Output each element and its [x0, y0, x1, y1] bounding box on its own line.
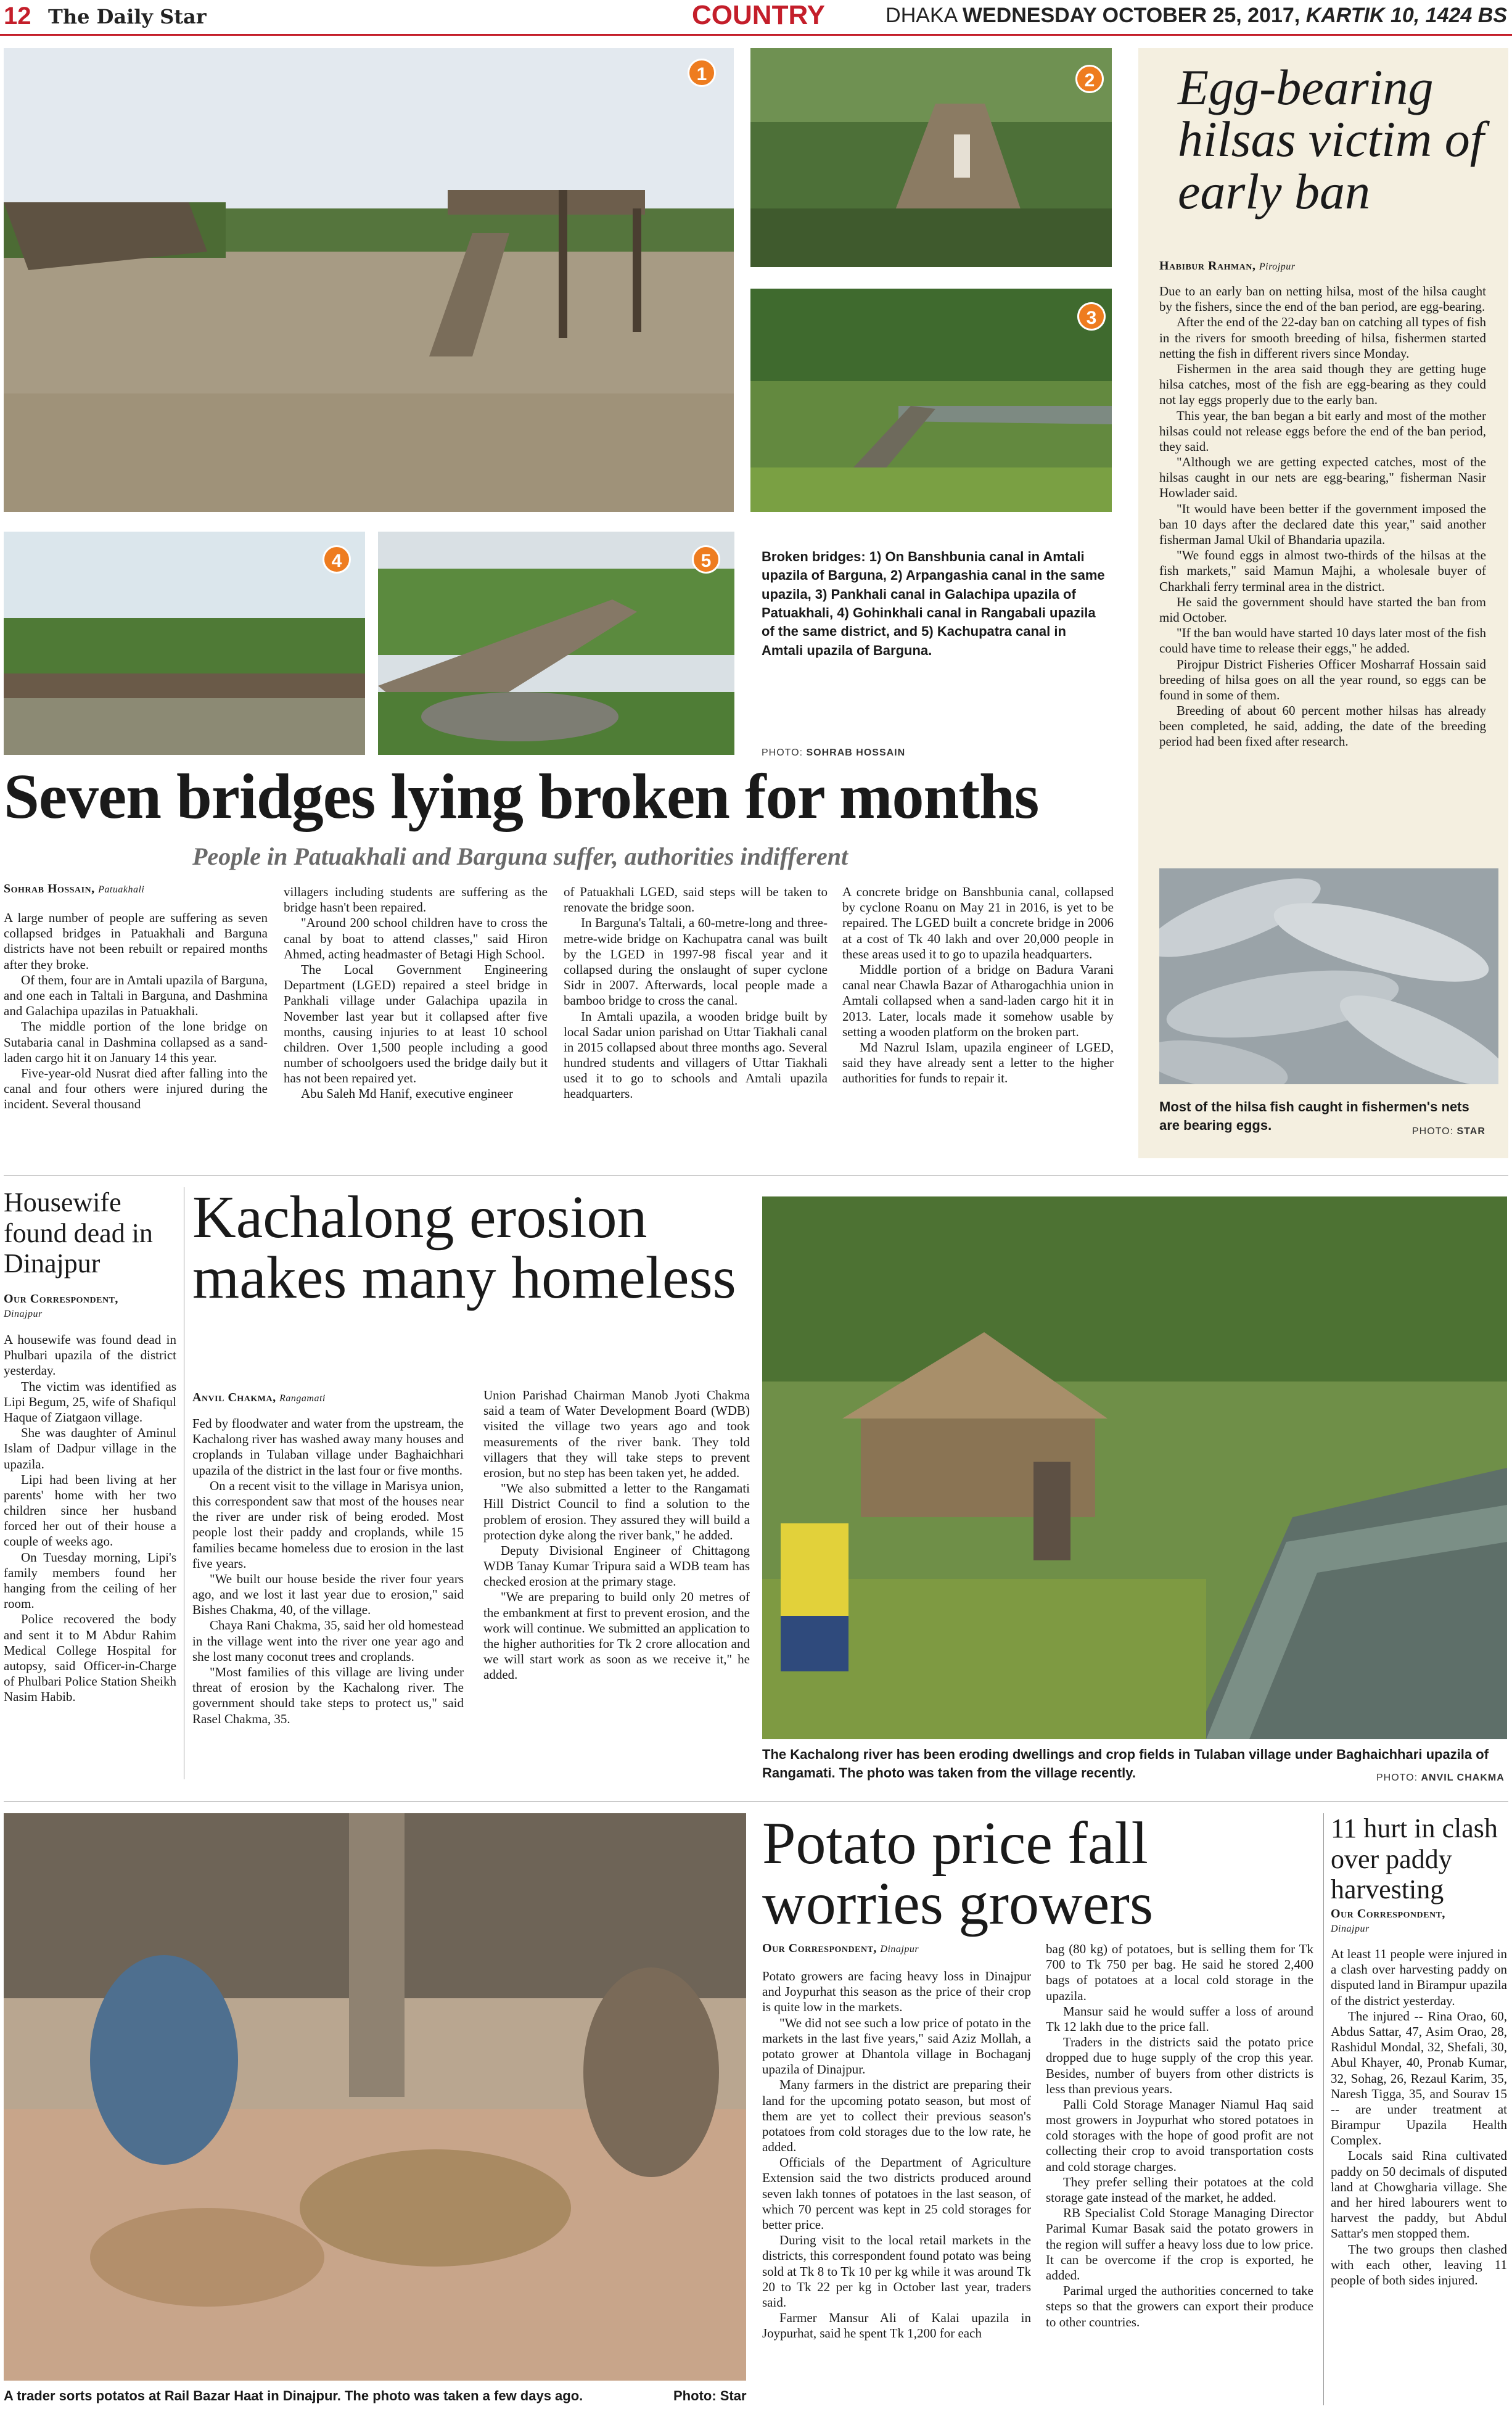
potato-column-2: [1046, 1942, 1313, 2330]
paragraph: A housewife was found dead in Phulbari upazila of the district yesterday.: [4, 1332, 176, 1378]
paragraph: Of them, four are in Amtali upazila of Barguna, and one each in Taltali in Barguna, and Dashmina and Galachipa upazilas in Patuakhali.: [4, 972, 268, 1019]
bridges-column-4: [842, 884, 1114, 1086]
byline-place: Patuakhali: [98, 884, 145, 895]
paragraph: villagers including students are suffering as the bridge hasn't been repaired.: [284, 884, 548, 915]
paragraph: RB Specialist Cold Storage Managing Director Parimal Kumar Basak said the potato growers in the region will suffer a heavy loss due to low price. It can be overcome if the crop is exported, he added.: [1046, 2205, 1313, 2283]
paragraph: After the end of the 22-day ban on catching all types of fish in the rivers for smooth breeding of hilsa, fishermen started netting the fish in different rivers since Monday.: [1159, 315, 1486, 361]
paragraph: Officials of the Department of Agriculture Extension said the two districts produced around seven lakh tonnes of potatoes in the last season, of which 70 percent was kept in 25 cold storages for better price.: [762, 2155, 1031, 2232]
paragraph: "We did not see such a low price of potato in the markets in the last five years," said Aziz Mollah, a potato grower at Dhantola village in Bochaganj upazila of Dinajpur.: [762, 2015, 1031, 2077]
bridge-photo-1: [4, 48, 734, 512]
paragraph: "Most families of this village are living under threat of erosion by the Kachalong river. The government should take steps to protect us," said Rasel Chakma, 35.: [192, 1665, 464, 1726]
hilsa-fish-photo: [1159, 868, 1498, 1084]
paragraph: Farmer Mansur Ali of Kalai upazila in Joypurhat, said he spent Tk 1,200 for each: [762, 2310, 1031, 2341]
hilsa-headline: Egg-bearing hilsas victim of early ban: [1178, 59, 1484, 220]
bridges-photo-credit: [762, 747, 905, 759]
paragraph: The middle portion of the lone bridge on Sutabaria canal in Dashmina collapsed as a sand-laden cargo hit it on January 14 this year.: [4, 1019, 268, 1065]
clash-byline: [1331, 1907, 1510, 1935]
paper-name-logo: The Daily Star: [48, 5, 207, 28]
byline-name: Anvil Chakma,: [192, 1391, 280, 1404]
clash-body: [1331, 1946, 1507, 2288]
paragraph: "We built our house beside the river four years ago, and we lost it last year due to erosion," said Bishes Chakma, 40, of the village.: [192, 1571, 464, 1618]
bridge-photo-3: [750, 289, 1112, 512]
byline-name: Our Correspondent,: [4, 1292, 118, 1306]
potato-headline: Potato price fall worries growers: [762, 1810, 1154, 1937]
paragraph: "Although we are getting expected catches, most of the hilsas caught in our nets are egg-bearing," fisherman Nasir Howlader said.: [1159, 455, 1486, 501]
byline-name: Habibur Rahman,: [1159, 259, 1259, 273]
paragraph: Locals said Rina cultivated paddy on 50 decimals of disputed land at Chowgharia village. She and her hired labourers went to harvest the paddy, but Abdul Sattar's men stopped them.: [1331, 2148, 1507, 2241]
dateline: [885, 4, 1507, 28]
byline-place: Rangamati: [279, 1393, 326, 1404]
paragraph: A large number of people are suffering as seven collapsed bridges in Patuakhali and Barguna districts have not been rebuilt or repaired months after they broke.: [4, 910, 268, 972]
bridges-byline: [4, 882, 144, 896]
credit-name: SOHRAB HOSSAIN: [806, 747, 906, 758]
byline-place: Dinajpur: [4, 1309, 43, 1319]
paragraph: On Tuesday morning, Lipi's family members found her hanging from the ceiling of her room.: [4, 1549, 176, 1612]
paragraph: Fed by floodwater and water from the upstream, the Kachalong river has washed away many houses and croplands in Tulaban village under Baghaichhari upazila of the district in the last four or five months.: [192, 1416, 464, 1478]
bridges-column-2: [284, 884, 548, 1102]
column-divider: [1323, 1813, 1324, 2405]
clash-headline: 11 hurt in clash over paddy harvesting: [1331, 1813, 1498, 1905]
kachalong-byline: [192, 1391, 326, 1405]
paragraph: During visit to the local retail markets in the districts, this correspondent found potato was being sold at Tk 8 to Tk 10 per kg while it was around Tk 20 to Tk 22 per kg in October last year, traders said.: [762, 2233, 1031, 2310]
hilsa-photo-caption: Most of the hilsa fish caught in fishermen's nets are bearing eggs.: [1159, 1099, 1469, 1134]
byline-name: Our Correspondent,: [762, 1942, 881, 1955]
hilsa-byline: [1159, 259, 1295, 273]
paragraph: They prefer selling their potatoes at the cold storage gate instead of the market, he added.: [1046, 2174, 1313, 2205]
credit-label: PHOTO:: [762, 747, 807, 758]
paragraph: Abu Saleh Md Hanif, executive engineer: [301, 1086, 514, 1102]
paragraph: At least 11 people were injured in a clash over harvesting paddy on disputed land in Birampur upazila of the district yesterday.: [1331, 1946, 1507, 2008]
paragraph: On a recent visit to the village in Marisya union, this correspondent saw that most of the houses near the river are under risk of being eroded. Most people lost their paddy and croplands, while 15 families became homeless due to erosion in the last five years.: [192, 1478, 464, 1571]
paragraph: In Amtali upazila, a wooden bridge built by local Sadar union parishad on Uttar Tiakhali canal in 2015 collapsed about three months ago. Several hundred students and villagers of Uttar Tiakhali used it to go to schools and Amtali upazila headquarters.: [564, 1008, 828, 1102]
paragraph: She was daughter of Aminul Islam of Dadpur village in the upazila.: [4, 1425, 176, 1472]
bridge-photo-2: [750, 48, 1112, 267]
paragraph: The victim was identified as Lipi Begum, 25, wife of Shafiqul Haque of Ziatgaon village.: [4, 1378, 176, 1425]
kachalong-column-1: [192, 1416, 464, 1727]
bridges-column-1: [4, 910, 268, 1112]
credit-name: ANVIL CHAKMA: [1421, 1773, 1505, 1783]
photo-number-badge-5: 5: [692, 545, 720, 574]
section-divider: [4, 1801, 1508, 1802]
paragraph: "We are preparing to build only 20 metres of the embankment at first to prevent erosion, and the work will continue. We submitted an application to the higher authorities for Tk 2 crore allocation and we will start work as soon as we receive it," he added.: [483, 1589, 750, 1682]
paragraph: Mansur said he would suffer a loss of around Tk 12 lakh due to the price fall.: [1046, 2003, 1313, 2034]
paragraph: Pirojpur District Fisheries Officer Mosharraf Hossain said breeding of hilsa goes on all the year round, so eggs can be found in some of them.: [1159, 656, 1486, 702]
kachalong-photo-credit: [1376, 1773, 1505, 1784]
bridge-photo-5: [378, 532, 734, 755]
credit-label: PHOTO:: [1376, 1773, 1421, 1783]
paragraph: bag (80 kg) of potatoes, but is selling them for Tk 700 to Tk 750 per bag. He said he stored 2,400 bags of potatoes at a local cold storage in the upazila.: [1046, 1942, 1313, 2003]
paragraph: Lipi had been living at her parents' home with her two children since her husband forced her out of their house a couple of weeks ago.: [4, 1472, 176, 1549]
paragraph: The Local Government Engineering Department (LGED) repaired a steel bridge in Pankhali village under Galachipa upazila in November last year but it collapsed after five months, causing injuries to at least 10 school children. Over 1,500 people including a good number of schoolgoers used the bridge daily but it has not been repaired yet.: [284, 962, 548, 1086]
photo-number-badge-2: 2: [1075, 65, 1104, 93]
bridges-headline: Seven bridges lying broken for months: [4, 761, 1039, 832]
paragraph: Five-year-old Nusrat died after falling into the canal and four others were injured during the incident. Several thousand: [4, 1065, 268, 1112]
potato-photo-caption: A trader sorts potatos at Rail Bazar Haat in Dinajpur. The photo was taken a few days ago.: [4, 2388, 583, 2403]
byline-place: Pirojpur: [1259, 261, 1296, 272]
paragraph: "If the ban would have started 10 days later most of the fish could have time to release their eggs," he added.: [1159, 625, 1486, 656]
paragraph: Fishermen in the area said though they are getting huge hilsa catches, most of the fish are egg-bearing as they could not lay eggs properly due to the early ban.: [1159, 361, 1486, 408]
paragraph: "We also submitted a letter to the Rangamati Hill District Council to find a solution to the problem of erosion. They assured they will build a protection dyke along the river bank," he added.: [483, 1481, 750, 1542]
kachalong-headline: Kachalong erosion makes many homeless: [192, 1184, 736, 1311]
dateline-date: WEDNESDAY OCTOBER 25, 2017,: [962, 4, 1306, 27]
section-name: COUNTRY: [692, 0, 825, 30]
paragraph: Police recovered the body and sent it to M Abdur Rahim Medical College Hospital for autopsy, said Officer-in-Charge of Phulbari Police Station Sheikh Nasim Habib.: [4, 1612, 176, 1705]
paragraph: Palli Cold Storage Manager Niamul Haq said most growers in Joypurhat who stored potatoes in cold storages with the hope of good profit are not collecting their crop to avoid transportation costs and cold storage charges.: [1046, 2096, 1313, 2174]
hilsa-photo-credit: [1412, 1126, 1485, 1137]
paragraph: Deputy Divisional Engineer of Chittagong WDB Tanay Kumar Tripura said a WDB team has checked erosion at the primary stage.: [483, 1542, 750, 1589]
byline-place: Dinajpur: [1331, 1924, 1370, 1934]
credit-name: STAR: [1457, 1126, 1485, 1137]
dateline-city: DHAKA: [885, 4, 963, 27]
byline-place: Dinajpur: [880, 1944, 919, 1954]
photo-number-badge-1: 1: [688, 59, 716, 87]
paragraph: Md Nazrul Islam, upazila engineer of LGED, said they have already sent a letter to the higher authorities for funds to repair it.: [842, 1039, 1114, 1086]
potato-photo-credit: Photo: Star: [673, 2388, 747, 2403]
photo-number-badge-4: 4: [323, 545, 351, 574]
paragraph: Union Parishad Chairman Manob Jyoti Chakma said a team of Water Development Board (WDB) visited the village two years ago and took measurements of the river bank. They told villagers that they will take steps to prevent erosion, but no step has been taken yet, he added.: [483, 1388, 750, 1480]
paragraph: "Around 200 school children have to cross the canal by boat to attend classes," said Hiron Ahmed, acting headmaster of Betagi High School.: [284, 915, 548, 962]
credit-label: PHOTO:: [1412, 1126, 1457, 1137]
bridges-kicker: People in Patuakhali and Barguna suffer, authorities indifferent: [192, 842, 848, 870]
kachalong-river-photo: [762, 1196, 1507, 1739]
byline-name: Sohrab Hossain,: [4, 882, 99, 896]
paragraph: "It would have been better if the government imposed the ban 10 days after the declared date this year," said another fisherman Jamal Ukil of Bhandaria upazila.: [1159, 501, 1486, 547]
dateline-bangla-date: KARTIK 10, 1424 BS: [1305, 4, 1507, 27]
housewife-body: [4, 1332, 176, 1705]
paragraph: Many farmers in the district are preparing their land for the upcoming potato season, but most of them are yet to collect their previous season's potatoes from cold storages due to the low rate, he added.: [762, 2077, 1031, 2155]
kachalong-photo-caption: The Kachalong river has been eroding dwellings and crop fields in Tulaban village under Baghaichhari upazila of Rangamati. The photo was taken from the village recently.: [762, 1747, 1489, 1781]
paragraph: In Barguna's Taltali, a 60-metre-long and three-metre-wide bridge on Kachupatra canal was built by the LGED in 1997-98 fiscal year and it collapsed during the onslaught of super cyclone Sidr in 2007. Afterwards, local people made a bamboo bridge to cross the canal.: [564, 915, 828, 1008]
paragraph: Potato growers are facing heavy loss in Dinajpur and Joypurhat this season as the price of their crop is quite low in the markets.: [762, 1969, 1031, 2015]
paragraph: Middle portion of a bridge on Badura Varani canal near Chawla Bazar of Atharogachhia union in Amtali collapsed when a sand-laden cargo hit it in 2013. Later, locals made it somehow usable by setting a wooden platform on the broken part.: [842, 962, 1114, 1039]
byline-name: Our Correspondent,: [1331, 1907, 1445, 1921]
paragraph: of Patuakhali LGED, said steps will be taken to renovate the bridge soon.: [564, 884, 828, 915]
bridge-photo-4: [4, 532, 365, 755]
paragraph: This year, the ban began a bit early and most of the mother hilsas could not release eggs before the end of the ban period, they said.: [1159, 408, 1486, 454]
potato-trader-photo: [4, 1813, 746, 2381]
kachalong-column-2: [483, 1388, 750, 1683]
page-number: 12: [4, 2, 31, 30]
hilsa-body: [1159, 284, 1486, 750]
potato-column-1: [762, 1969, 1031, 2342]
potato-byline: [762, 1942, 919, 1956]
paragraph: Traders in the districts said the potato price dropped due to huge supply of the crop this year. Besides, number of buyers from other districts is less than previous years.: [1046, 2035, 1313, 2096]
paragraph: A concrete bridge on Banshbunia canal, collapsed by cyclone Roanu on May 21 in 2016, is yet to be repaired. The LGED built a concrete bridge in 2006 at a cost of Tk 40 lakh and over 20,000 people in these areas used it to go to upazila headquarters.: [842, 884, 1114, 962]
photo-number-badge-3: 3: [1077, 302, 1106, 331]
paragraph: The two groups then clashed with each other, leaving 11 people of both sides injured.: [1331, 2241, 1507, 2288]
bridges-column-3: [564, 884, 828, 1102]
paragraph: He said the government should have started the ban from mid October.: [1159, 594, 1486, 625]
paragraph: Chaya Rani Chakma, 35, said her old homestead in the village went into the river one year ago and she lost many coconut trees and croplands.: [192, 1618, 464, 1664]
housewife-byline: [4, 1292, 176, 1320]
bridges-photo-caption: Broken bridges: 1) On Banshbunia canal in Amtali upazila of Barguna, 2) Arpangashia canal in the same upazila, 3) Pankhali canal in Galachipa upazila of Patuakhali, 4) Gohinkhali canal in Rangabali upazila of the same district, and 5) Kachupatra canal in Amtali upazila of Barguna.: [762, 549, 1105, 658]
housewife-headline: Housewife found dead in Dinajpur: [4, 1187, 153, 1279]
paragraph: "We found eggs in almost two-thirds of the hilsas at the fish markets," said Mamun Majhi, a wholesale buyer of Charkhali ferry terminal area in the district.: [1159, 548, 1486, 594]
paragraph: The injured -- Rina Orao, 60, Abdus Sattar, 47, Asim Orao, 28, Rashidul Mondal, 32, Shefali, 30, Abul Khayer, 40, Pronab Kumar, 32, Sohag, 26, Rezaul Karim, 35, Naresh Tigga, 35, and Sourav 15 -- are under treatment at Birampur Upazila Health Complex.: [1331, 2008, 1507, 2148]
paragraph: Parimal urged the authorities concerned to take steps so that the growers can export their produce to other countries.: [1046, 2283, 1313, 2329]
paragraph: Breeding of about 60 percent mother hilsas has already been completed, he said, adding, the date of the breeding period had been fixed after research.: [1159, 703, 1486, 749]
paragraph: Due to an early ban on netting hilsa, most of the hilsa caught by the fishers, since the end of the ban period, are egg-bearing.: [1159, 284, 1486, 315]
